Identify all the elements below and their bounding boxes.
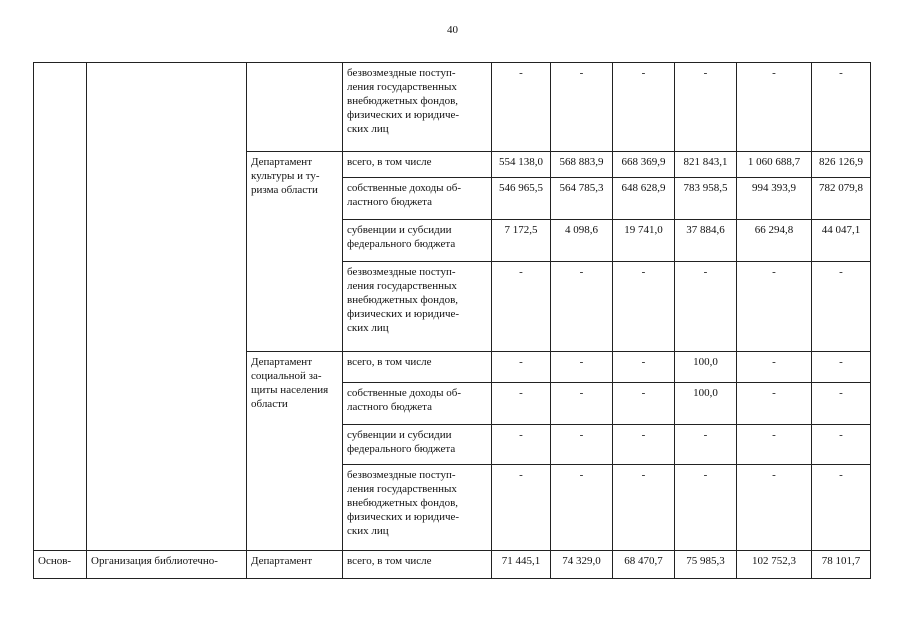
- row-label: [343, 551, 492, 579]
- value-cell: -: [675, 63, 737, 152]
- value-cell: 78 101,7: [812, 551, 871, 579]
- row-label: [343, 220, 492, 262]
- department-name: [247, 352, 343, 551]
- value-cell: 554 138,0: [492, 152, 551, 178]
- label-line: безвозмездные поступ-: [347, 266, 456, 278]
- value-cell: -: [812, 383, 871, 425]
- value-cell: -: [551, 352, 613, 383]
- value-cell: -: [492, 352, 551, 383]
- row-label: [343, 465, 492, 551]
- value-cell: 74 329,0: [551, 551, 613, 579]
- label-line: ских лиц: [347, 525, 389, 537]
- value-cell: -: [492, 383, 551, 425]
- value-cell: -: [613, 425, 675, 465]
- label-line: собственные доходы об-: [347, 182, 462, 194]
- value-cell: -: [737, 465, 812, 551]
- department-line: области: [251, 398, 288, 410]
- label-line: физических и юридиче-: [347, 511, 460, 523]
- value-cell: -: [812, 262, 871, 352]
- empty-cell: [87, 63, 247, 551]
- activity-cell: Организация библиотечно-: [87, 551, 247, 579]
- value-cell: 782 079,8: [812, 178, 871, 220]
- value-cell: -: [675, 262, 737, 352]
- value-cell: 826 126,9: [812, 152, 871, 178]
- value-cell: 71 445,1: [492, 551, 551, 579]
- value-cell: -: [551, 465, 613, 551]
- value-cell: 783 958,5: [675, 178, 737, 220]
- value-cell: -: [492, 465, 551, 551]
- value-cell: -: [613, 465, 675, 551]
- label-line: физических и юридиче-: [347, 109, 460, 121]
- value-cell: 4 098,6: [551, 220, 613, 262]
- value-cell: 44 047,1: [812, 220, 871, 262]
- label-line: безвозмездные поступ-: [347, 469, 456, 481]
- value-cell: -: [812, 465, 871, 551]
- value-cell: -: [492, 63, 551, 152]
- value-cell: 19 741,0: [613, 220, 675, 262]
- label-line: внебюджетных фондов,: [347, 497, 459, 509]
- value-cell: 66 294,8: [737, 220, 812, 262]
- department-line: культуры и ту-: [251, 170, 320, 182]
- value-cell: 100,0: [675, 352, 737, 383]
- value-cell: -: [737, 352, 812, 383]
- value-cell: -: [613, 352, 675, 383]
- program-cell: Основ-: [34, 551, 87, 579]
- value-cell: -: [675, 465, 737, 551]
- value-cell: -: [492, 425, 551, 465]
- value-cell: -: [613, 262, 675, 352]
- department-line: Департамент: [251, 156, 313, 168]
- label-line: ластного бюджета: [347, 196, 432, 208]
- label-line: ления государственных: [347, 81, 457, 93]
- department-name: [247, 551, 343, 579]
- label-line: ластного бюджета: [347, 401, 432, 413]
- funding-table: [33, 62, 871, 579]
- table-row: [34, 63, 871, 152]
- row-label: [343, 63, 492, 152]
- row-label: [343, 178, 492, 220]
- value-cell: 75 985,3: [675, 551, 737, 579]
- value-cell: -: [551, 425, 613, 465]
- value-cell: -: [613, 383, 675, 425]
- row-label: [343, 352, 492, 383]
- label-line: ления государственных: [347, 483, 457, 495]
- empty-cell: [34, 63, 87, 551]
- department-line: Департамент: [251, 356, 313, 368]
- label-line: собственные доходы об-: [347, 387, 462, 399]
- department-line: щиты населения: [251, 384, 329, 396]
- label-line: субвенции и субсидии: [347, 429, 452, 441]
- value-cell: 994 393,9: [737, 178, 812, 220]
- table-row: [34, 551, 871, 579]
- label-line: физических и юридиче-: [347, 308, 460, 320]
- label-line: всего, в том числе: [347, 156, 432, 168]
- label-line: внебюджетных фондов,: [347, 95, 459, 107]
- value-cell: -: [737, 383, 812, 425]
- value-cell: -: [551, 63, 613, 152]
- empty-cell: [247, 63, 343, 152]
- label-line: безвозмездные поступ-: [347, 67, 456, 79]
- value-cell: 568 883,9: [551, 152, 613, 178]
- label-line: всего, в том числе: [347, 555, 432, 567]
- row-label: [343, 262, 492, 352]
- value-cell: -: [812, 425, 871, 465]
- label-line: всего, в том числе: [347, 356, 432, 368]
- value-cell: -: [675, 425, 737, 465]
- value-cell: 68 470,7: [613, 551, 675, 579]
- value-cell: 100,0: [675, 383, 737, 425]
- value-cell: -: [613, 63, 675, 152]
- department-line: ризма области: [251, 184, 318, 196]
- department-line: социальной за-: [251, 370, 322, 382]
- value-cell: -: [737, 63, 812, 152]
- label-line: ских лиц: [347, 123, 389, 135]
- label-line: субвенции и субсидии: [347, 224, 452, 236]
- row-label: [343, 152, 492, 178]
- label-line: внебюджетных фондов,: [347, 294, 459, 306]
- label-line: федерального бюджета: [347, 238, 456, 250]
- row-label: [343, 383, 492, 425]
- department-line: Департамент: [251, 555, 313, 567]
- value-cell: -: [812, 63, 871, 152]
- value-cell: -: [737, 262, 812, 352]
- label-line: ления государственных: [347, 280, 457, 292]
- value-cell: -: [551, 262, 613, 352]
- value-cell: -: [551, 383, 613, 425]
- label-line: ских лиц: [347, 322, 389, 334]
- value-cell: 564 785,3: [551, 178, 613, 220]
- value-cell: 668 369,9: [613, 152, 675, 178]
- value-cell: 1 060 688,7: [737, 152, 812, 178]
- value-cell: 648 628,9: [613, 178, 675, 220]
- value-cell: 102 752,3: [737, 551, 812, 579]
- page-number: 40: [447, 24, 458, 36]
- value-cell: -: [492, 262, 551, 352]
- label-line: федерального бюджета: [347, 443, 456, 455]
- row-label: [343, 425, 492, 465]
- value-cell: -: [812, 352, 871, 383]
- value-cell: 37 884,6: [675, 220, 737, 262]
- value-cell: 546 965,5: [492, 178, 551, 220]
- value-cell: 821 843,1: [675, 152, 737, 178]
- value-cell: -: [737, 425, 812, 465]
- value-cell: 7 172,5: [492, 220, 551, 262]
- department-name: [247, 152, 343, 352]
